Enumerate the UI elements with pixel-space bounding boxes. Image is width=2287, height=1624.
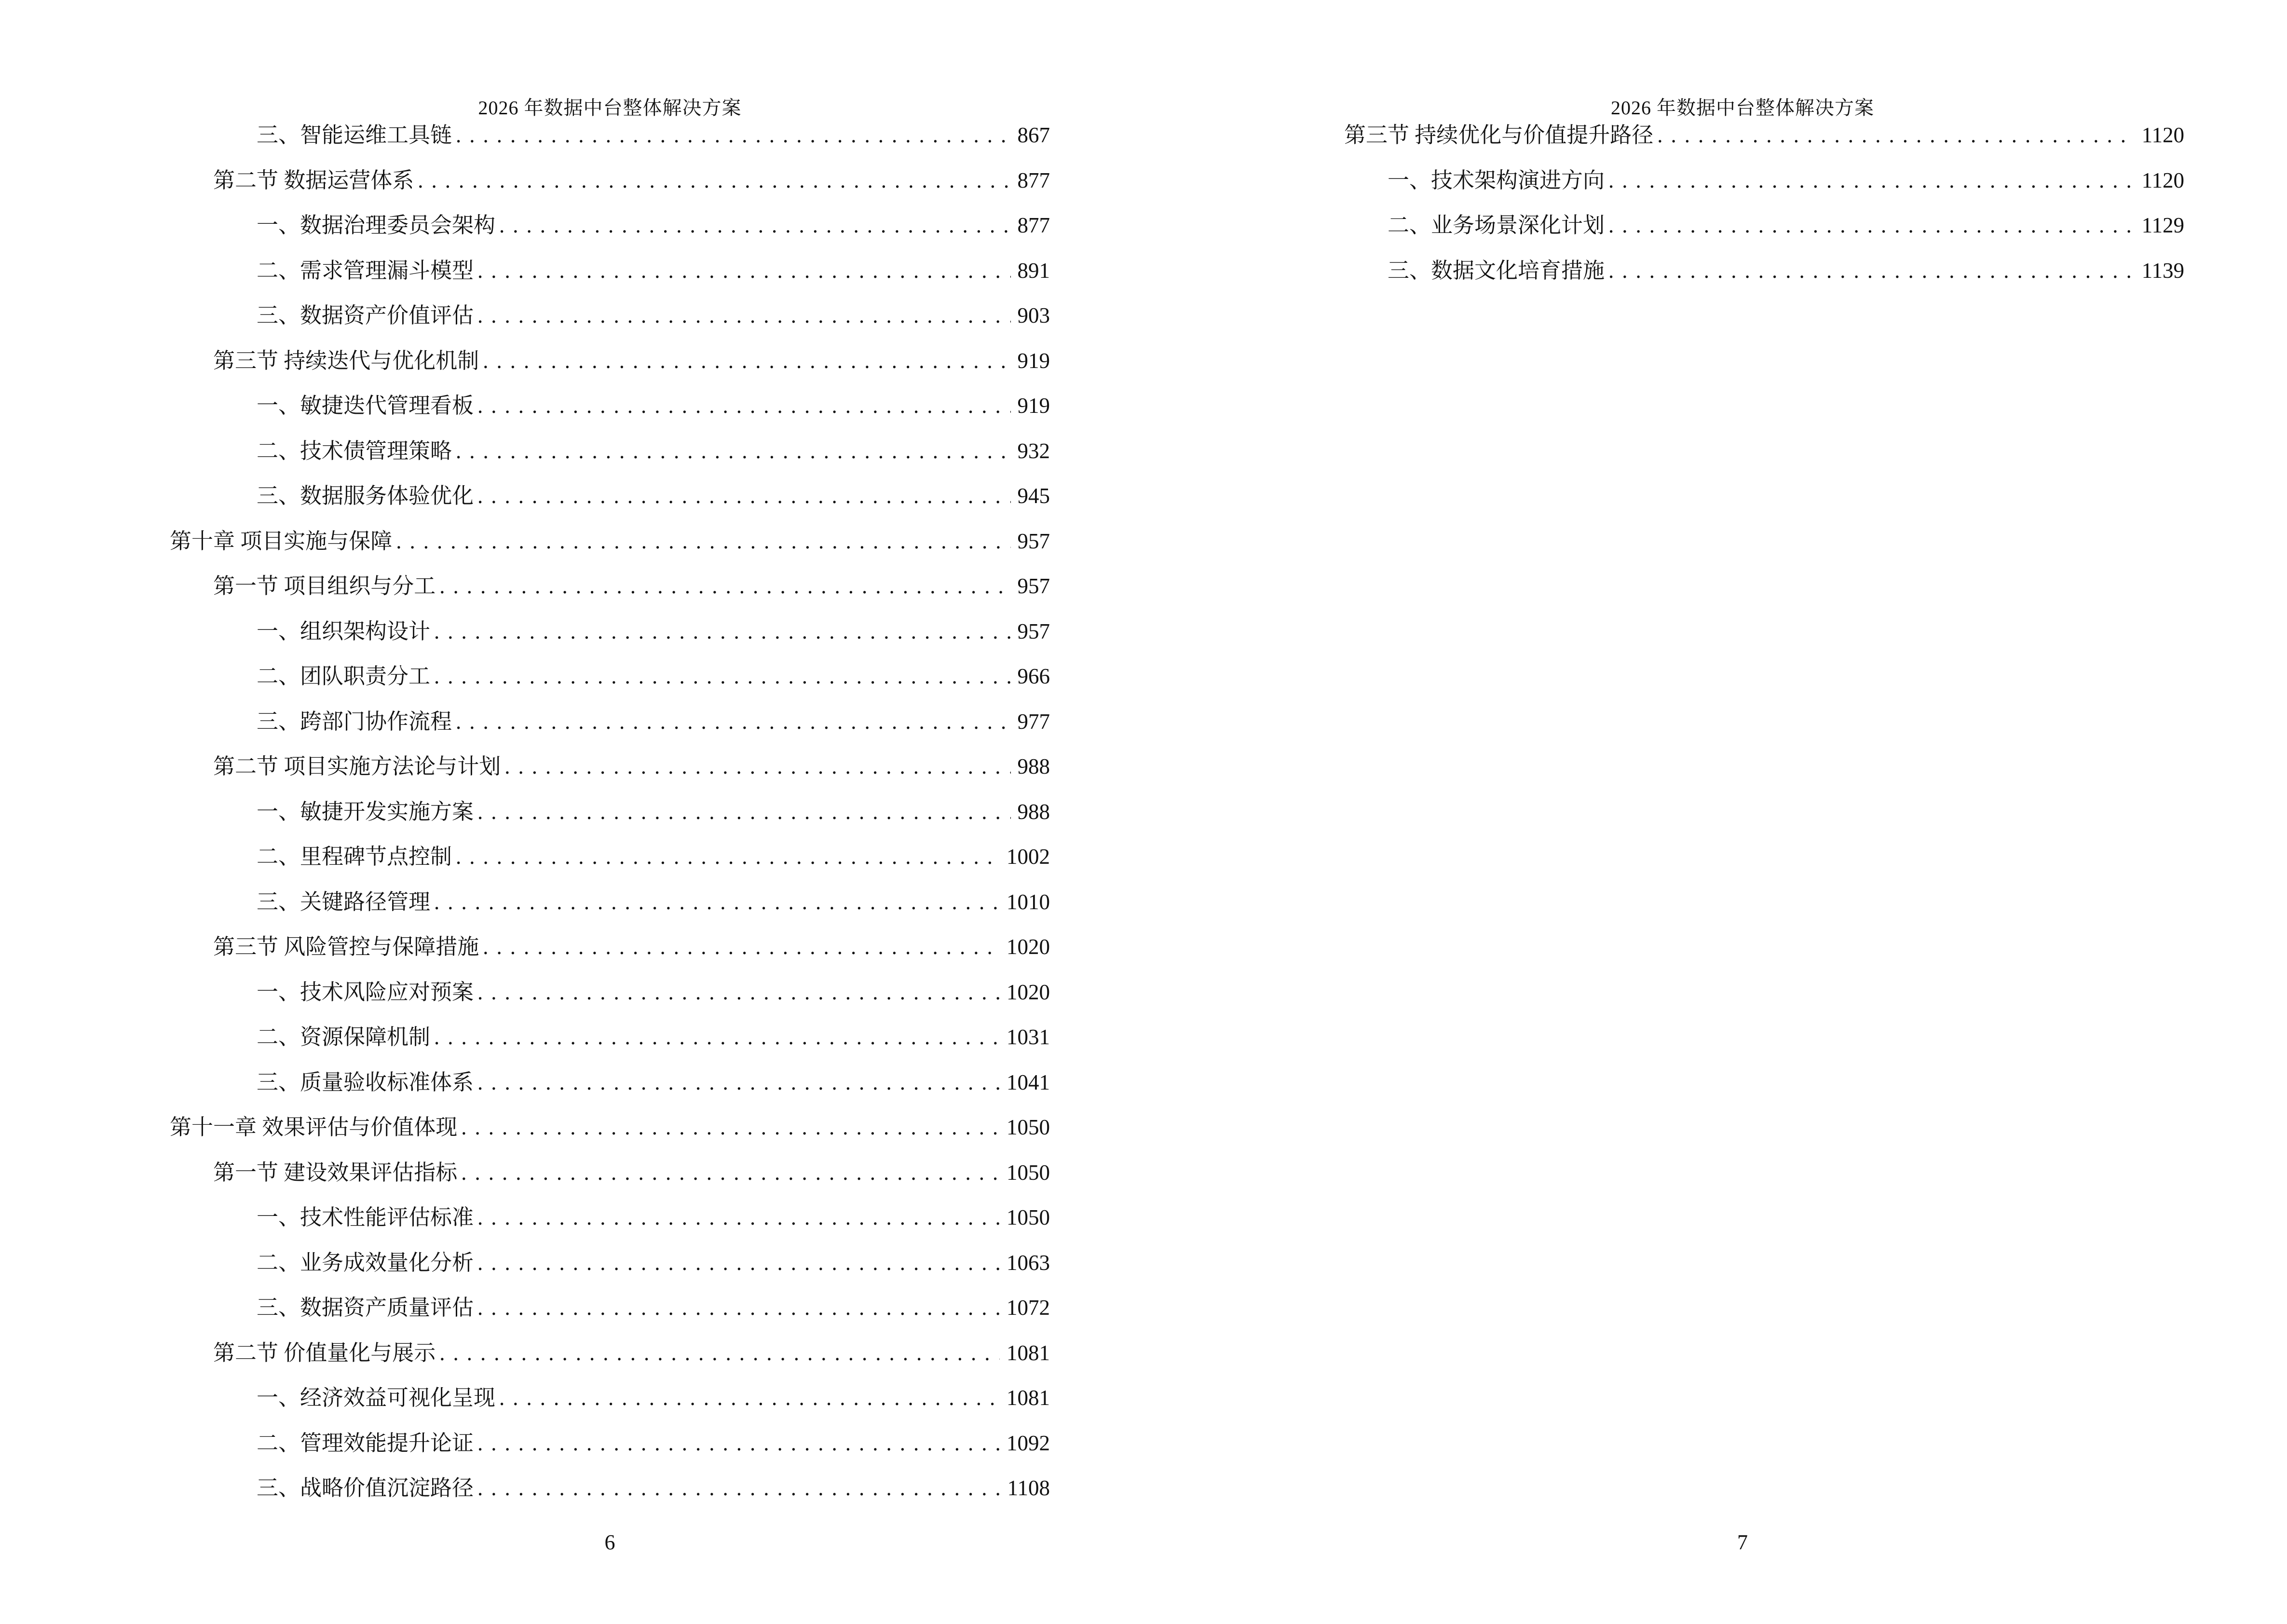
toc-leader-dots <box>499 203 1010 248</box>
toc-entry-label: 第二节 数据运营体系 <box>213 168 414 192</box>
toc-entry[interactable] <box>170 429 1050 474</box>
toc-entry[interactable] <box>170 1376 1050 1421</box>
toc-entry[interactable] <box>170 654 1050 699</box>
toc-entry-label: 一、技术架构演进方向 <box>1388 168 1605 192</box>
toc-entry-label: 二、资源保障机制 <box>257 1025 431 1049</box>
toc-entry[interactable] <box>170 925 1050 970</box>
toc-entry-label: 第二节 价值量化与展示 <box>213 1340 436 1365</box>
toc-entry-label: 二、技术债管理策略 <box>257 438 452 463</box>
toc-leader-dots <box>434 654 1010 699</box>
toc-entry-label: 三、跨部门协作流程 <box>257 709 452 734</box>
toc-entry-label: 一、经济效益可视化呈现 <box>257 1386 496 1410</box>
toc-page-number: 1050 <box>1007 1160 1050 1185</box>
toc-entry[interactable] <box>170 519 1050 564</box>
toc-entry-label: 三、智能运维工具链 <box>257 123 452 147</box>
toc-entry-label: 第三节 风险管控与保障措施 <box>213 935 479 959</box>
toc-entry[interactable] <box>170 790 1050 835</box>
toc-entry-label: 二、团队职责分工 <box>257 664 431 688</box>
running-header: 2026 年数据中台整体解决方案 <box>1611 97 1874 119</box>
toc-entry-label: 二、管理效能提升论证 <box>257 1431 474 1455</box>
toc-page-number: 1041 <box>1007 1070 1050 1094</box>
toc-entry[interactable] <box>170 474 1050 519</box>
toc-page-number: 945 <box>1017 484 1050 508</box>
toc-leader-dots <box>1608 203 2135 248</box>
toc-entry-label: 一、数据治理委员会架构 <box>257 213 496 237</box>
toc-page-number: 903 <box>1017 303 1050 328</box>
toc-entry-label: 第一节 项目组织与分工 <box>213 574 436 598</box>
toc-entry-label: 三、质量验收标准体系 <box>257 1070 474 1094</box>
toc-entry-label: 三、战略价值沉淀路径 <box>257 1476 474 1500</box>
toc-entry-label: 二、里程碑节点控制 <box>257 845 452 869</box>
toc-entry-label: 第十一章 效果评估与价值体现 <box>170 1115 458 1139</box>
toc-leader-dots <box>439 564 1010 609</box>
toc-leader-dots <box>439 1331 1000 1376</box>
page-number-footer: 6 <box>604 1530 615 1554</box>
toc-leader-dots <box>396 519 1010 564</box>
toc-entry-label: 三、关键路径管理 <box>257 889 431 914</box>
toc-entry-label: 第一节 建设效果评估指标 <box>213 1160 458 1185</box>
toc-page-number: 1020 <box>1007 980 1050 1004</box>
toc-page-number: 988 <box>1017 799 1050 824</box>
running-header: 2026 年数据中台整体解决方案 <box>478 97 742 119</box>
toc-leader-dots <box>1657 113 2135 158</box>
toc-entry[interactable] <box>1301 203 2184 248</box>
toc-page-number: 919 <box>1017 348 1050 373</box>
toc-entry-label: 第十章 项目实施与保障 <box>170 529 393 553</box>
toc-page-number: 1108 <box>1007 1476 1050 1500</box>
toc-entry[interactable] <box>170 564 1050 609</box>
toc-leader-dots <box>434 880 1000 925</box>
toc-page-number: 966 <box>1017 664 1050 688</box>
toc-entry[interactable] <box>170 1150 1050 1196</box>
toc-leader-dots <box>456 834 1000 880</box>
toc-leader-dots <box>434 609 1010 655</box>
toc-page-number: 932 <box>1017 438 1050 463</box>
toc-page-number: 1010 <box>1007 889 1050 914</box>
toc-entry[interactable] <box>170 248 1050 294</box>
toc-leader-dots <box>418 158 1010 204</box>
toc-page-number: 1120 <box>2141 123 2184 147</box>
toc-entry[interactable] <box>170 744 1050 790</box>
toc-page-number: 1031 <box>1007 1025 1050 1049</box>
toc-page-number: 1129 <box>2141 213 2184 237</box>
toc-leader-dots <box>477 1241 1000 1286</box>
toc-entry[interactable] <box>170 1195 1050 1241</box>
toc-entry-label: 三、数据资产价值评估 <box>257 303 474 328</box>
toc-entry[interactable] <box>170 1241 1050 1286</box>
toc-page-number: 977 <box>1017 709 1050 734</box>
toc-entry[interactable] <box>170 293 1050 339</box>
toc-entry-label: 一、技术性能评估标准 <box>257 1205 474 1229</box>
toc-leader-dots <box>477 1466 1001 1511</box>
toc-page-number: 1002 <box>1007 845 1050 869</box>
toc-leader-dots <box>477 293 1010 339</box>
toc-entry-label: 二、业务场景深化计划 <box>1388 213 1605 237</box>
toc-entry[interactable] <box>170 113 1050 158</box>
toc-entry-label: 第三节 持续优化与价值提升路径 <box>1344 123 1654 147</box>
toc-leader-dots <box>434 1015 1000 1060</box>
toc-list <box>1301 113 2184 293</box>
toc-leader-dots <box>461 1150 1000 1196</box>
toc-leader-dots <box>477 1195 1000 1241</box>
toc-leader-dots <box>477 1285 1000 1331</box>
toc-page-number: 1050 <box>1007 1115 1050 1139</box>
toc-leader-dots <box>1608 248 2135 294</box>
toc-entry-label: 三、数据文化培育措施 <box>1388 258 1605 283</box>
toc-leader-dots <box>504 744 1010 790</box>
toc-entry[interactable] <box>170 158 1050 204</box>
toc-leader-dots <box>483 925 1000 970</box>
toc-leader-dots <box>499 1376 1000 1421</box>
toc-entry-label: 一、技术风险应对预案 <box>257 980 474 1004</box>
toc-entry-label: 二、业务成效量化分析 <box>257 1250 474 1275</box>
toc-entry[interactable] <box>170 970 1050 1015</box>
toc-page-number: 1081 <box>1007 1386 1050 1410</box>
document-page-left <box>170 0 1050 1624</box>
toc-page-number: 1050 <box>1007 1205 1050 1229</box>
toc-leader-dots <box>477 970 1000 1015</box>
toc-page-number: 957 <box>1017 619 1050 643</box>
toc-leader-dots <box>456 429 1010 474</box>
toc-page-number: 988 <box>1017 754 1050 778</box>
page-number-footer: 7 <box>1737 1530 1748 1554</box>
toc-entry[interactable] <box>1301 158 2184 204</box>
toc-entry[interactable] <box>170 880 1050 925</box>
toc-page-number: 1063 <box>1007 1250 1050 1275</box>
toc-page-number: 1092 <box>1007 1431 1050 1455</box>
toc-entry-label: 一、敏捷迭代管理看板 <box>257 394 474 418</box>
toc-entry-label: 一、组织架构设计 <box>257 619 431 643</box>
toc-leader-dots <box>461 1105 1000 1150</box>
toc-leader-dots <box>456 699 1010 745</box>
toc-entry[interactable] <box>170 609 1050 655</box>
toc-entry-label: 第二节 项目实施方法论与计划 <box>213 754 501 778</box>
document-page-right <box>1301 0 2184 1624</box>
toc-entry[interactable] <box>170 1285 1050 1331</box>
toc-entry-label: 二、需求管理漏斗模型 <box>257 258 474 283</box>
toc-page-number: 957 <box>1017 529 1050 553</box>
toc-leader-dots <box>456 113 1010 158</box>
toc-page-number: 1081 <box>1007 1340 1050 1365</box>
toc-page-number: 867 <box>1017 123 1050 147</box>
toc-page-number: 1020 <box>1007 935 1050 959</box>
toc-entry-label: 三、数据服务体验优化 <box>257 484 474 508</box>
toc-leader-dots <box>477 383 1010 429</box>
toc-entry[interactable] <box>170 1105 1050 1150</box>
toc-entry-label: 一、敏捷开发实施方案 <box>257 799 474 824</box>
toc-entry[interactable] <box>170 1015 1050 1060</box>
toc-entry[interactable] <box>170 203 1050 248</box>
toc-leader-dots <box>477 790 1010 835</box>
toc-page-number: 1072 <box>1007 1296 1050 1320</box>
toc-page-number: 1120 <box>2141 168 2184 192</box>
toc-leader-dots <box>477 1421 1000 1466</box>
toc-entry[interactable] <box>170 1421 1050 1466</box>
toc-page-number: 919 <box>1017 394 1050 418</box>
toc-entry[interactable] <box>170 1466 1050 1511</box>
toc-entry-label: 第三节 持续迭代与优化机制 <box>213 348 479 373</box>
toc-page-number: 957 <box>1017 574 1050 598</box>
toc-entry[interactable] <box>1301 113 2184 158</box>
toc-leader-dots <box>1608 158 2135 204</box>
toc-page-number: 877 <box>1017 213 1050 237</box>
toc-page-number: 877 <box>1017 168 1050 192</box>
toc-entry-label: 三、数据资产质量评估 <box>257 1296 474 1320</box>
toc-list <box>170 113 1050 1511</box>
toc-leader-dots <box>477 474 1010 519</box>
toc-entry[interactable] <box>170 383 1050 429</box>
toc-leader-dots <box>477 1060 1000 1105</box>
toc-entry[interactable] <box>170 339 1050 384</box>
toc-leader-dots <box>477 248 1010 294</box>
toc-entry[interactable] <box>170 699 1050 745</box>
toc-leader-dots <box>483 339 1010 384</box>
toc-entry[interactable] <box>170 1060 1050 1105</box>
toc-page-number: 1139 <box>2141 258 2184 283</box>
toc-entry[interactable] <box>1301 248 2184 294</box>
toc-entry[interactable] <box>170 834 1050 880</box>
toc-page-number: 891 <box>1017 258 1050 283</box>
toc-entry[interactable] <box>170 1331 1050 1376</box>
